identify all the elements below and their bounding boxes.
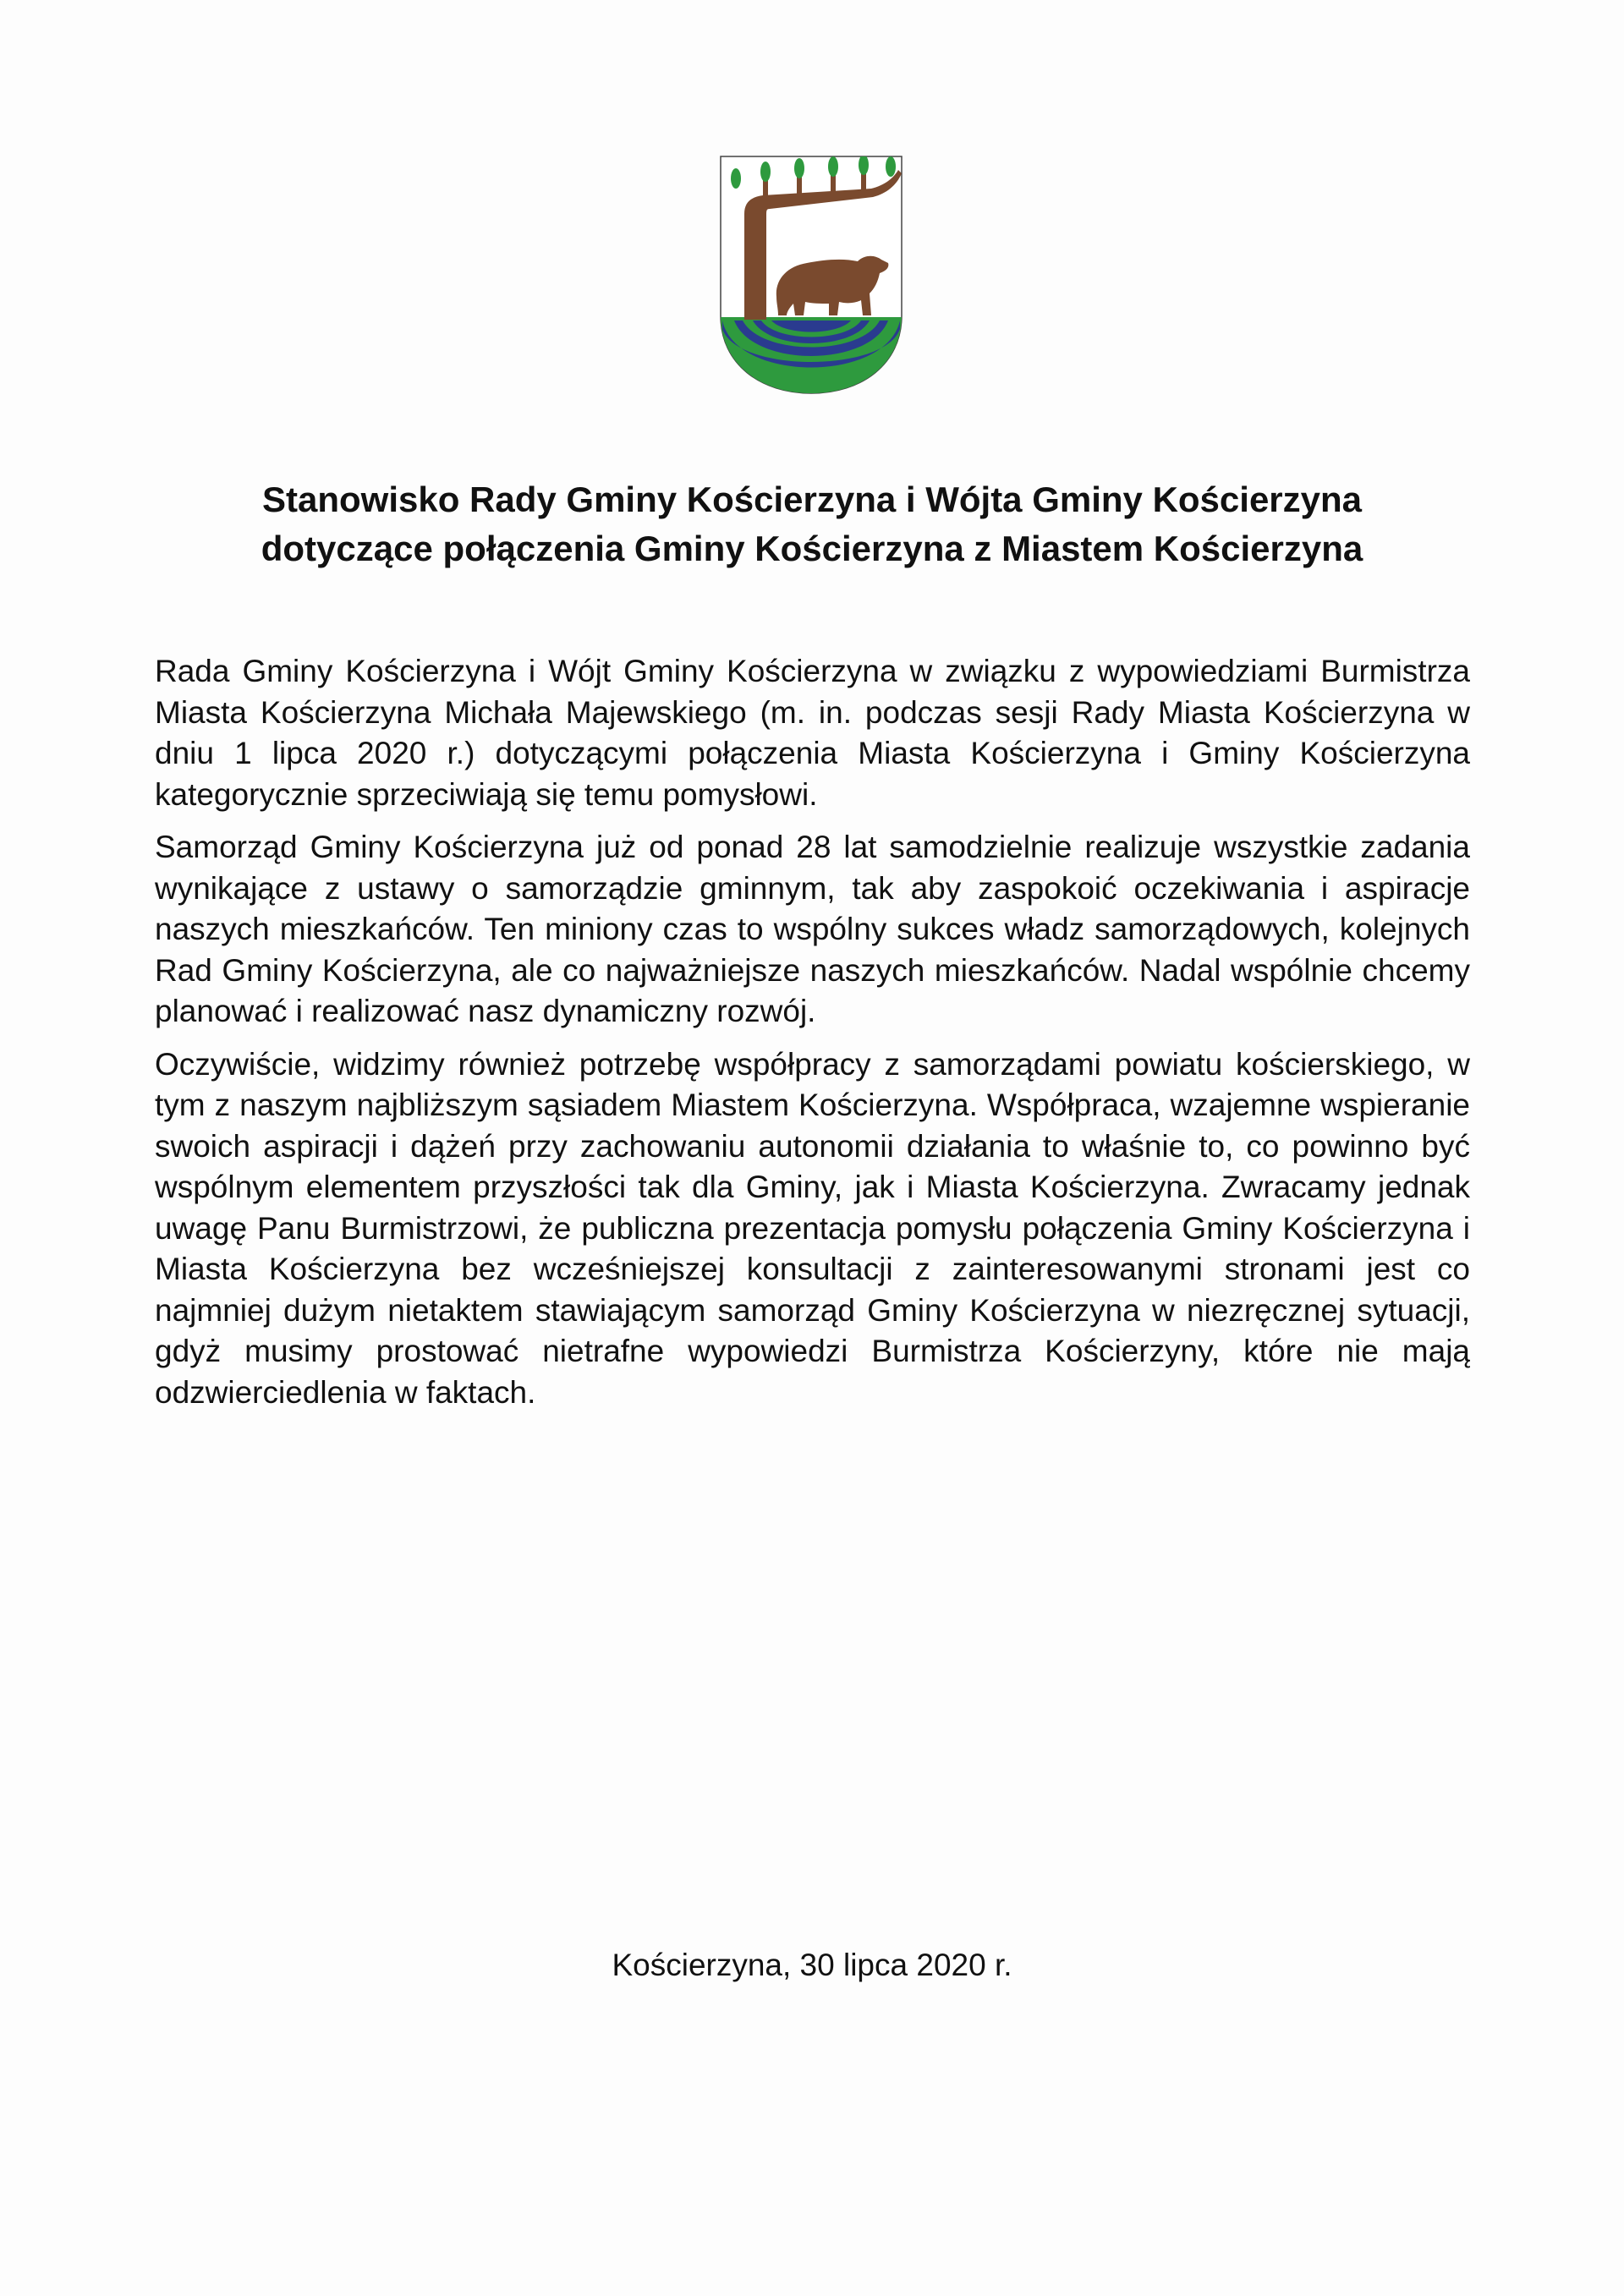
title-line-2: dotyczące połączenia Gminy Kościerzyna z Miastem Kościerzyna — [261, 529, 1363, 568]
coat-of-arms-tree-bear-icon — [719, 155, 903, 395]
paragraph-3: Oczywiście, widzimy również potrzebę współpracy z samorządami powiatu kościerskiego, w tym z naszym najbliższym sąsiadem Miastem Kościerzyna. Współpraca, wzajemne wspieranie swoich aspiracji i dążeń przy zachowaniu autonomii działania to właśnie to, co powinno być wspólnym elementem przyszłości tak dla Gminy, jak i Miasta Kościerzyna. Zwracamy jednak uwagę Panu Burmistrzowi, że publiczna prezentacja pomysłu połączenia Gminy Kościerzyna i Miasta Kościerzyna bez wcześniejszej konsultacji z zainteresowanymi stronami jest co najmniej dużym nietaktem stawiającym samorząd Gminy Kościerzyna w niezręcznej sytuacji, gdyż musimy prostować nietrafne wypowiedzi Burmistrza Kościerzyny, które nie mają odzwierciedlenia w faktach. — [155, 1046, 1470, 1410]
title-line-1: Stanowisko Rady Gminy Kościerzyna i Wójta Gminy Kościerzyna — [261, 479, 1363, 519]
page-title — [152, 475, 1472, 573]
paragraph-2: Samorząd Gminy Kościerzyna już od ponad 28 lat samodzielnie realizuje wszystkie zadania wynikające z ustawy o samorządzie gminnym, tak aby zaspokoić oczekiwania i aspiracje naszych mieszkańców. Ten miniony czas to wspólny sukces władz samorządowych, kolejnych Rad Gminy Kościerzyna, ale co najważniejsze naszych mieszkańców. Nadal wspólnie chcemy planować i realizować nasz dynamiczny rozwój. — [155, 830, 1470, 1028]
document-body — [155, 651, 1470, 1425]
place-and-date: Kościerzyna, 30 lipca 2020 r. — [612, 1948, 1012, 1982]
paragraph-1: Rada Gminy Kościerzyna i Wójt Gminy Kościerzyna w związku z wypowiedziami Burmistrza Miasta Kościerzyna Michała Majewskiego (m. in. podczas sesji Rady Miasta Kościerzyna w dniu 1 lipca 2020 r.) dotyczącymi połączenia Miasta Kościerzyna i Gminy Kościerzyna kategorycznie sprzeciwiają się temu pomysłowi. — [155, 654, 1470, 812]
